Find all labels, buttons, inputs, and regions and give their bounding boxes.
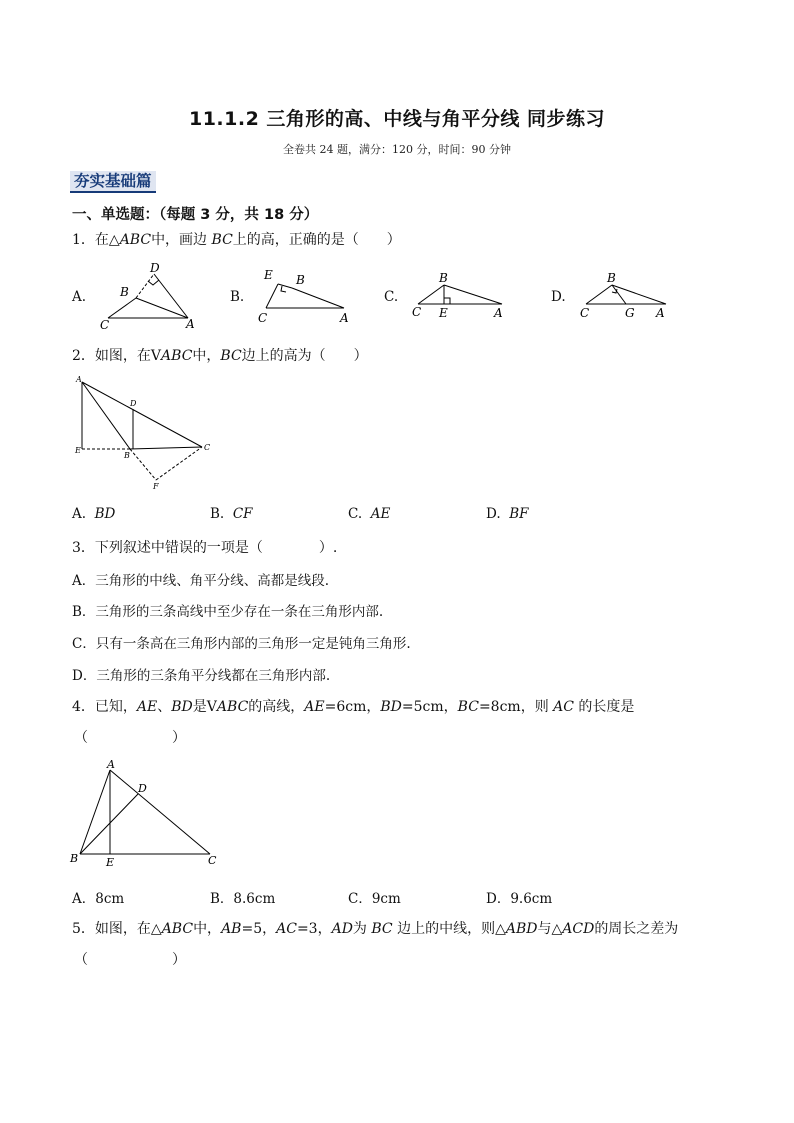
label-d: D xyxy=(138,782,147,795)
part-title: 一、单选题：（每题 3 分，共 18 分） xyxy=(72,207,319,223)
label-e: E xyxy=(264,268,273,282)
q2-option-c: C. AE xyxy=(348,506,391,522)
label-b: B xyxy=(70,852,79,865)
question-1-stem: 1．在△ABC中，画边 BC上的高，正确的是（ ） xyxy=(72,232,401,248)
label-d: D xyxy=(130,399,137,408)
question-4-stem: 4．已知，AE、BD是VABC的高线，AE=6cm，BD=5cm，BC=8cm，则 AC 的长度是 xyxy=(72,699,635,715)
label-a: A xyxy=(107,758,115,771)
q4-answer-blank: （ ） xyxy=(74,730,186,746)
q1-option-d-label: D. xyxy=(551,289,566,305)
label-e: E xyxy=(439,306,448,320)
label-e: E xyxy=(106,856,115,869)
label-c: C xyxy=(204,443,211,452)
q1-option-a-label: A. xyxy=(72,289,87,305)
label-a: A xyxy=(656,306,665,320)
label-a: A xyxy=(186,317,195,331)
q1-figure-a xyxy=(96,258,206,332)
q4-option-c: C．9cm xyxy=(348,891,401,907)
label-b: B xyxy=(439,271,448,285)
q4-option-b: B．8.6cm xyxy=(210,891,276,907)
q1-figure-b xyxy=(254,262,364,328)
label-a: A xyxy=(76,375,82,384)
q1-option-c-label: C. xyxy=(384,289,399,305)
label-c: C xyxy=(412,305,422,319)
label-b: B xyxy=(607,271,616,285)
label-c: C xyxy=(100,318,110,332)
page-title: 11.1.2 三角形的高、中线与角平分线 同步练习 xyxy=(188,108,606,130)
label-b: B xyxy=(120,285,129,299)
label-c: C xyxy=(258,311,268,325)
label-a: A xyxy=(340,311,349,325)
label-a: A xyxy=(494,306,503,320)
question-2-stem: 2．如图，在VABC中，BC边上的高为（ ） xyxy=(72,348,368,364)
label-f: F xyxy=(153,482,159,491)
section-tag: 夯实基础篇 xyxy=(70,171,156,193)
q1-option-b-label: B. xyxy=(230,289,245,305)
q2-figure xyxy=(72,372,222,497)
label-b: B xyxy=(296,273,305,287)
label-g: G xyxy=(625,306,635,320)
q2-option-a: A. BD xyxy=(72,506,116,522)
q5-answer-blank: （ ） xyxy=(74,952,186,968)
label-d: D xyxy=(150,261,160,275)
q3-option-a: A．三角形的中线、角平分线、高都是线段. xyxy=(72,573,330,589)
question-3-stem: 3．下列叙述中错误的一项是（ ）. xyxy=(72,540,338,556)
q1-figure-d xyxy=(574,266,684,326)
question-5-stem: 5．如图，在△ABC中，AB=5，AC=3，AD为 BC 边上的中线，则△ABD与△ACD的周长之差为 xyxy=(72,921,679,937)
label-c: C xyxy=(208,854,217,867)
q2-option-d: D. BF xyxy=(486,506,529,522)
q1-figure-c xyxy=(408,266,518,326)
label-c: C xyxy=(580,306,590,320)
label-b: B xyxy=(124,451,130,460)
q4-option-a: A．8cm xyxy=(72,891,125,907)
q3-option-c: C．只有一条高在三角形内部的三角形一定是钝角三角形. xyxy=(72,636,411,652)
q3-option-b: B．三角形的三条高线中至少存在一条在三角形内部. xyxy=(72,604,384,620)
q4-figure xyxy=(66,756,226,872)
q4-option-d: D．9.6cm xyxy=(486,891,553,907)
exam-info: 全卷共 24 题，满分：120 分，时间：90 分钟 xyxy=(283,143,511,156)
q3-option-d: D．三角形的三条角平分线都在三角形内部. xyxy=(72,668,331,684)
label-e: E xyxy=(75,446,81,455)
q2-option-b: B. CF xyxy=(210,506,253,522)
